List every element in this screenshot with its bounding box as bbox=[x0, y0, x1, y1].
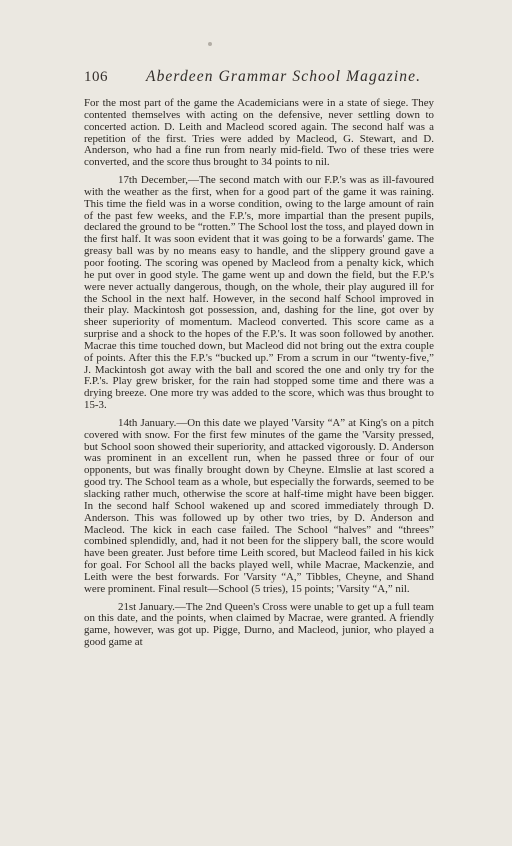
running-header bbox=[84, 68, 430, 88]
paragraph-17-december: 17th December,—The second match with our F.P.'s was as ill-favoured with the weather as the first, when for a good part of the game it was raining. This time the field was in a worse condition, owing to the large amount of rain of the past few weeks, and the F.P.'s, more impartial than the present pupils, declared the ground to be “rotten.” The School lost the toss, and played down in the first half. It was soon evident that it was going to be a forwards' game. The greasy ball was by no means easy to handle, and the slippery ground gave a poor footing. The scoring was opened by Macleod from a penalty kick, which he put over in good style. The game went up and down the field, but the F.P.'s were never actually dangerous, though, on the whole, their play augured ill for the School in the next half. However, in the second half School improved in their play. Mackintosh got possession, and, dashing for the line, got over by sheer superiority of momentum. Macleod converted. This score came as a surprise and a shock to the hopes of the F.P.'s. It was soon followed by another. Macrae this time touched down, but Macleod did not bring out the extra couple of points. After this the F.P.'s “bucked up.” From a scrum in our “twenty-five,” J. Mackintosh got away with the ball and scored the one and only try for the F.P.'s. Play grew brisker, for the rain had stopped some time and there was a drying breeze. One more try was added to the score, which was thus brought to 15-3. bbox=[84, 174, 434, 412]
article-body bbox=[84, 98, 434, 649]
page-number: 106 bbox=[84, 69, 108, 85]
paragraph-14-january: 14th January.—On this date we played 'Varsity “A” at King's on a pitch covered with snow. For the first few minutes of the game the 'Varsity pressed, but School soon showed their superiority, and attacked vigorously. D. Anderson was prominent in an excellent run, when he passed three or four of our opponents, but was finally brought down by Cheyne. Elmslie at last scored a good try. The School team as a whole, but especially the forwards, seemed to be slacking rather much, otherwise the score at half-time might have been bigger. In the second half School wakened up and scored immediately through D. Anderson. This was followed up by other two tries, by D. Anderson and Macleod. The kick in each case failed. The School “halves” and “threes” combined splendidly, and, had it not been for the slippery ball, the score would have been greater. Just before time Leith scored, but Macleod failed in his kick for goal. For School all the backs played well, while Macrae, Mackenzie, and Leith were the best forwards. For 'Varsity “A,” Tibbles, Cheyne, and Shand were prominent. Final result—School (5 tries), 15 points; 'Varsity “A,” nil. bbox=[84, 416, 434, 595]
ink-speck bbox=[208, 42, 212, 46]
paragraph-continuation: For the most part of the game the Academicians were in a state of siege. They contented themselves with acting on the defensive, never settling down to concerted action. D. Leith and Macleod scored again. The second half was a repetition of the first. Tries were added by Macleod, G. Stewart, and D. Anderson, who had a fine run from nearly mid-field. Two of these tries were converted, and the score thus brought to 34 points to nil. bbox=[84, 97, 434, 169]
paragraph-21-january: 21st January.—The 2nd Queen's Cross were unable to get up a full team on this date, and the points, when claimed by Macrae, were granted. A friendly game, however, was got up. Pigge, Durno, and Macleod, junior, who played a good game at bbox=[84, 600, 434, 649]
running-title: Aberdeen Grammar School Magazine. bbox=[146, 68, 422, 85]
